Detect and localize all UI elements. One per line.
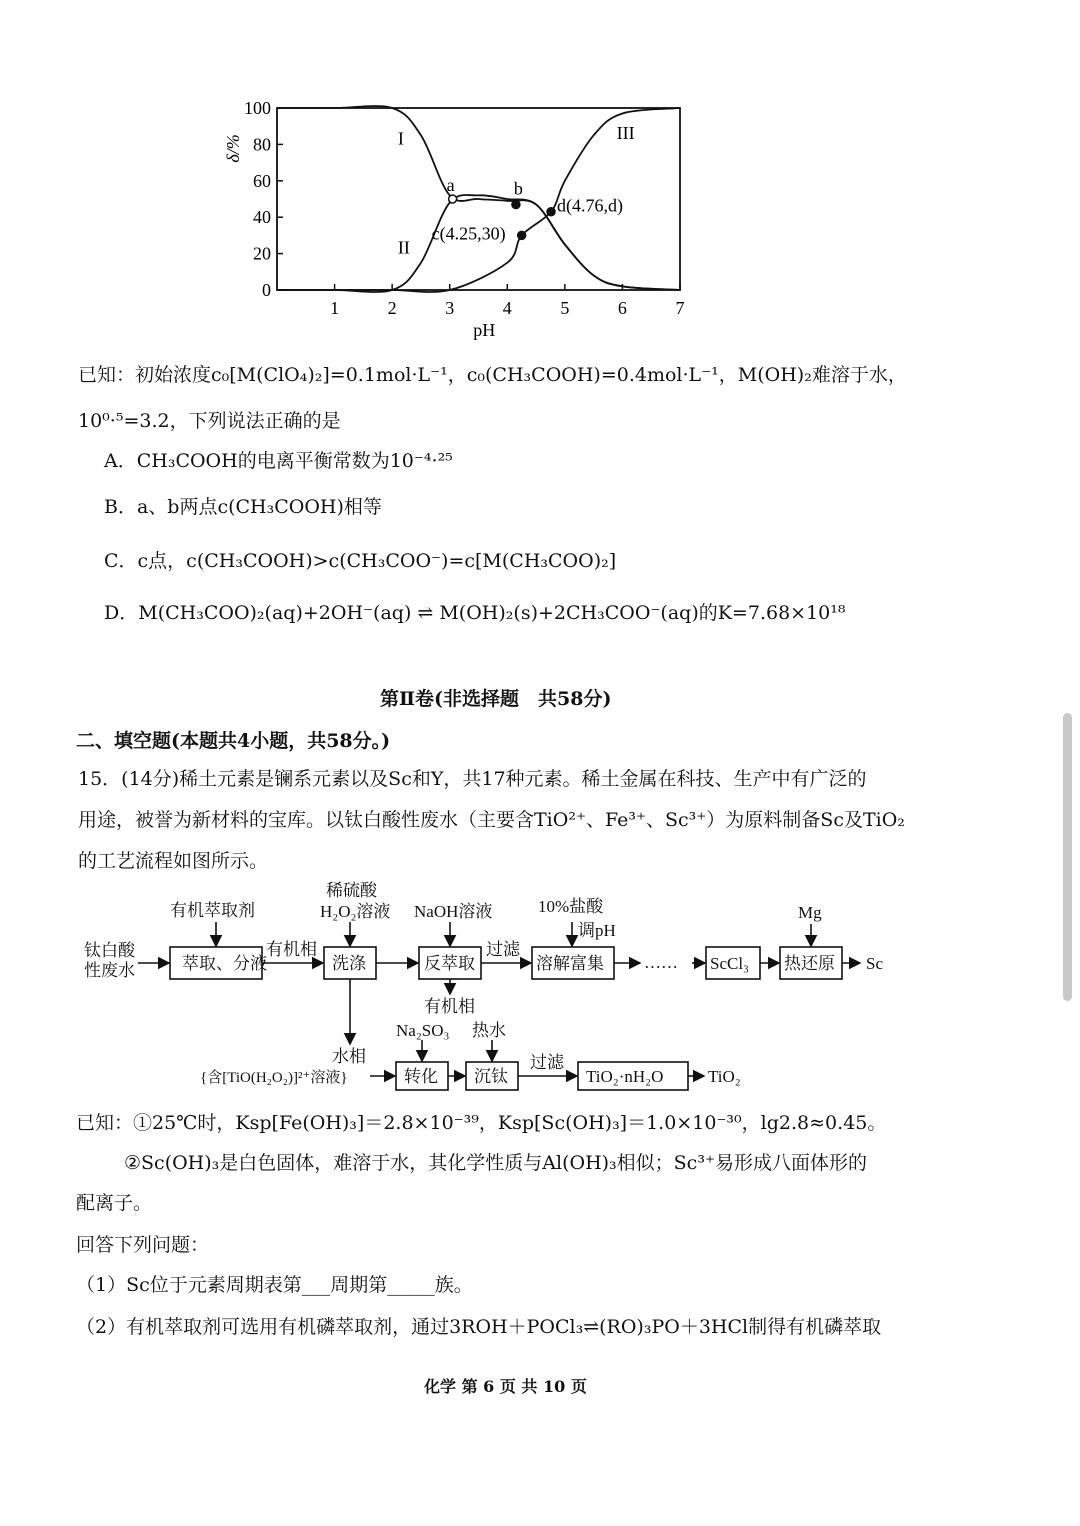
known-sc-oh3: ②Sc(OH)₃是白色固体，难溶于水，其化学性质与Al(OH)₃相似；Sc³⁺易形成八面体形的 [124, 1152, 867, 1174]
point-label-d: d(4.76,d) [557, 195, 624, 216]
box-convert-label: 转化 [404, 1067, 438, 1086]
box-thermal-reduction-label: 热还原 [784, 954, 835, 973]
x-tick-label: 1 [330, 298, 340, 318]
box-dissolve-label: 溶解富集 [536, 954, 604, 973]
x-axis-title: pH [473, 320, 496, 340]
reagent-hcl: 10%盐酸 [538, 897, 604, 916]
box-back-extract-label: 反萃取 [424, 954, 475, 973]
point-c [518, 231, 526, 239]
y-tick-label: 60 [253, 170, 271, 191]
question-15-line1: 15．(14分)稀土元素是镧系元素以及Sc和Y，共17种元素。稀土金属在科技、生产中有广泛的 [78, 768, 867, 790]
sub-question-2: （2）有机萃取剂可选用有机磷萃取剂，通过3ROH＋POCl₃⇌(RO)₃PO＋3HCl制得有机磷萃取 [76, 1316, 882, 1338]
organic-phase-label: 有机相 [266, 940, 317, 959]
y-tick-label: 80 [253, 134, 271, 155]
known-sc-oh3-cont: 配离子。 [76, 1192, 153, 1214]
reagent-h2o2: H₂O₂溶液 [320, 902, 391, 921]
y-axis-title: δ/% [223, 134, 243, 163]
x-tick-label: 3 [445, 298, 455, 318]
filter-label-1: 过滤 [486, 940, 520, 959]
curve-label-III: III [616, 122, 635, 143]
adjust-ph-label: 调pH [578, 921, 616, 940]
reagent-na2so3: Na₂SO₃ [396, 1021, 450, 1040]
product-tio2: TiO₂ [708, 1067, 741, 1086]
aqueous-phase-label: 水相 [332, 1047, 366, 1066]
box-wash-label: 洗涤 [332, 954, 366, 973]
point-label-b: b [513, 178, 523, 199]
option-d: D．M(CH₃COO)₂(aq)+2OH⁻(aq) ⇌ M(OH)₂(s)+2CH₃COO⁻(aq)的K=7.68×10¹⁸ [104, 602, 846, 624]
option-c: C．c点，c(CH₃COOH)>c(CH₃COO⁻)=c[M(CH₃COO)₂] [104, 550, 617, 572]
process-flow-diagram [70, 872, 970, 1102]
question-15-line2: 用途，被誉为新材料的宝库。以钛白酸性废水（主要含TiO²⁺、Fe³⁺、Sc³⁺）为原料制备Sc及TiO₂ [78, 809, 905, 831]
known-conditions: 已知：初始浓度c₀[M(ClO₄)₂]=0.1mol·L⁻¹，c₀(CH₃COOH)=0.4mol·L⁻¹，M(OH)₂难溶于水， [78, 364, 907, 386]
point-label-c: c(4.25,30) [431, 223, 506, 244]
x-tick-label: 6 [617, 298, 627, 318]
box-extract-label: 萃取、分液 [182, 954, 267, 973]
curve-label-II: II [397, 237, 410, 258]
x-tick-label: 4 [502, 298, 512, 318]
point-a [449, 195, 457, 203]
y-tick-label: 40 [253, 207, 271, 228]
reagent-organic-extractant: 有机萃取剂 [170, 901, 255, 920]
scrollbar[interactable] [1063, 713, 1072, 1001]
known-conditions-cont: 10⁰·⁵=3.2，下列说法正确的是 [78, 410, 341, 432]
x-tick-label: 7 [675, 298, 685, 318]
product-sc: Sc [866, 954, 883, 973]
section-title: 第Ⅱ卷(非选择题 共58分) [380, 688, 612, 710]
raw-material-line1: 钛白酸 [84, 941, 135, 960]
page-footer: 化学 第 6 页 共 10 页 [424, 1377, 587, 1396]
point-d [547, 208, 555, 216]
filter-label-2: 过滤 [530, 1053, 564, 1072]
raw-material-line2: 性废水 [84, 961, 135, 980]
known-ksp: 已知：①25℃时，Ksp[Fe(OH)₃]＝2.8×10⁻³⁹，Ksp[Sc(OH)₃]＝1.0×10⁻³⁰，lg2.8≈0.45。 [76, 1112, 887, 1134]
question-15-line3: 的工艺流程如图所示。 [78, 850, 269, 872]
reagent-naoh: NaOH溶液 [414, 902, 493, 921]
reagent-hot-water: 热水 [472, 1021, 506, 1040]
option-a: A．CH₃COOH的电离平衡常数为10⁻⁴·²⁵ [104, 450, 453, 472]
aqueous-phase-desc: {含[TiO(H₂O₂)]²⁺溶液} [200, 1070, 348, 1086]
y-tick-label: 20 [253, 243, 271, 264]
y-tick-label: 0 [262, 280, 271, 300]
x-tick-label: 5 [560, 298, 570, 318]
y-tick-label: 100 [244, 98, 271, 118]
answer-prompt: 回答下列问题： [76, 1234, 210, 1256]
ellipsis-label: …… [644, 953, 678, 972]
organic-phase-2-label: 有机相 [424, 997, 475, 1016]
option-b: B．a、b两点c(CH₃COOH)相等 [104, 496, 382, 518]
x-tick-label: 2 [387, 298, 397, 318]
box-precipitate-label: 沉钛 [474, 1067, 508, 1086]
sub-question-1: （1）Sc位于元素周期表第___周期第_____族。 [76, 1274, 473, 1296]
curve-label-I: I [397, 128, 404, 149]
point-b [512, 200, 520, 208]
box-sccl3-label: ScCl₃ [710, 954, 749, 973]
reagent-dilute-acid: 稀硫酸 [326, 881, 377, 900]
distribution-chart [200, 90, 720, 350]
point-label-a: a [446, 175, 455, 195]
reagent-mg: Mg [798, 903, 822, 922]
part-title: 二、填空题(本题共4小题，共58分。) [76, 730, 391, 752]
box-tio2-hydrate-label: TiO₂·nH₂O [586, 1067, 664, 1086]
